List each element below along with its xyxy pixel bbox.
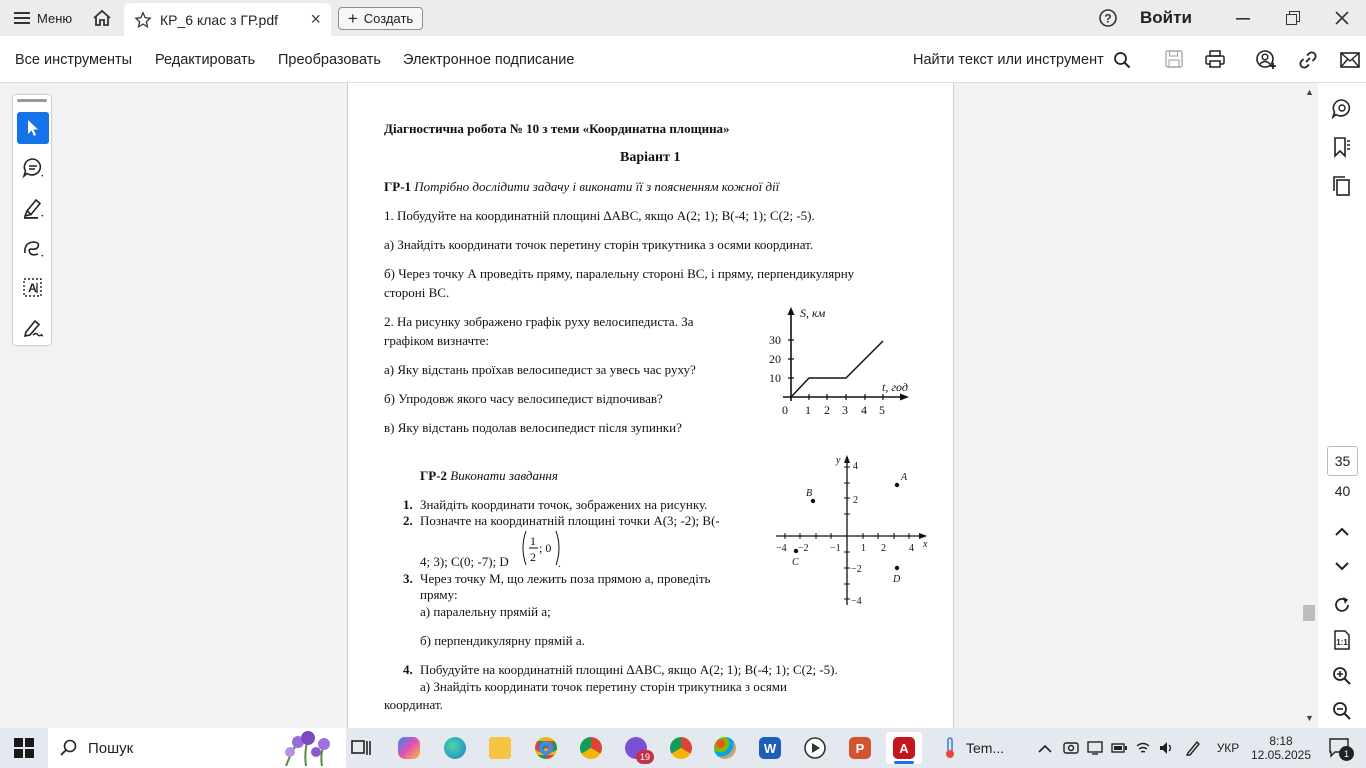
graph2-ytick-neg2: −2 [851, 564, 862, 575]
motion-graph [768, 301, 918, 421]
menu-edit[interactable]: Редактировать [155, 51, 256, 68]
bookmarks-button[interactable] [1330, 135, 1354, 159]
doc-title: Діагностична робота № 10 з теми «Координатна площина» [384, 121, 730, 136]
svg-text:?: ? [1104, 11, 1112, 26]
word-icon: W [759, 737, 781, 759]
graph1-xtick-2: 2 [824, 403, 830, 417]
print-button[interactable] [1205, 49, 1225, 69]
task3a-text: а) паралельну прямій а; [420, 604, 551, 619]
main-toolbar [0, 36, 1366, 83]
star-icon[interactable] [134, 11, 152, 29]
gr1-label: ГР-1 [384, 179, 412, 194]
mail-icon [1340, 52, 1360, 68]
graph2-x-label: x [923, 539, 928, 550]
minimize-button[interactable] [1236, 0, 1250, 36]
tray-pen-icon[interactable] [1181, 732, 1205, 764]
actual-size-button[interactable] [1331, 629, 1353, 651]
tray-overflow-button[interactable] [1033, 732, 1057, 764]
chrome-profile-icon [580, 737, 602, 759]
q1a-text: а) Знайдіть координати точок перетину сторін трикутника з осями координат. [384, 237, 814, 252]
task4-text: Побудуйте на координатній площині ∆АВС, якщо А(2; 1); В(-4; 1); С(2; -5). [420, 662, 838, 677]
save-button[interactable] [1164, 49, 1184, 69]
share-user-button[interactable] [1255, 49, 1277, 71]
task3-text-line2: пряму: [420, 587, 458, 602]
q2b-text: б) Упродовж якого часу велосипедист відпочивав? [384, 391, 663, 406]
tray-camera-icon[interactable] [1059, 732, 1083, 764]
title-bar [0, 0, 1366, 36]
volume-icon [1159, 741, 1175, 755]
graph2-xtick-1: 1 [861, 543, 866, 554]
find-tool-button[interactable] [913, 36, 1131, 83]
scroll-down-icon[interactable]: ▼ [1305, 713, 1314, 723]
weather-widget[interactable] [944, 732, 1028, 764]
chrome-alt-icon [670, 737, 692, 759]
display-icon [1087, 741, 1103, 755]
pages-icon [1331, 175, 1353, 197]
tray-wifi-icon[interactable] [1131, 732, 1155, 764]
right-sidebar [1318, 83, 1366, 728]
chevron-up-icon [1038, 744, 1052, 753]
edge-icon [444, 737, 466, 759]
webcam-icon [1063, 741, 1079, 755]
create-label: Создать [363, 11, 414, 26]
task1-number: 1. [403, 497, 413, 512]
close-tab-icon[interactable]: × [310, 9, 321, 29]
fraction-point-d [520, 529, 564, 571]
restore-icon [1286, 11, 1300, 25]
q1-text: 1. Побудуйте на координатній площині ∆АВС, якщо А(2; 1); В(-4; 1); С(2; -5). [384, 208, 815, 223]
acrobat-icon: A [893, 737, 915, 759]
wifi-icon [1135, 741, 1151, 755]
menu-convert[interactable]: Преобразовать [278, 51, 381, 68]
scroll-up-icon[interactable]: ▲ [1305, 87, 1314, 97]
select-tool[interactable] [17, 112, 49, 144]
notification-center-button[interactable] [1322, 732, 1358, 764]
signin-button[interactable]: Войти [1140, 8, 1192, 27]
save-icon [1165, 50, 1183, 68]
tray-volume-icon[interactable] [1155, 732, 1179, 764]
task3b-text: б) перпендикулярну прямій а. [420, 633, 585, 648]
file-explorer-app[interactable] [482, 732, 518, 764]
next-page-button[interactable] [1332, 556, 1352, 576]
link-button[interactable] [1297, 49, 1319, 71]
comments-panel-button[interactable] [1330, 97, 1354, 121]
clock-time: 8:18 [1269, 734, 1293, 748]
graph2-ytick-4: 4 [853, 461, 858, 472]
prev-page-button[interactable] [1332, 522, 1352, 542]
scroll-thumb[interactable] [1303, 605, 1315, 621]
link-icon [1298, 50, 1318, 70]
maximize-button[interactable] [1286, 0, 1300, 36]
graph2-point-a-label: A [901, 472, 908, 483]
active-app-indicator [894, 761, 914, 764]
pdf-page[interactable] [347, 83, 954, 728]
plus-icon: + [347, 8, 358, 28]
task4a-text-line1: а) Знайдіть координати точок перетину сторін трикутника з осями [420, 679, 787, 694]
chrome-icon [535, 737, 557, 759]
minimize-icon [1236, 11, 1250, 25]
taskbar-search-box[interactable] [48, 728, 346, 768]
cursor-icon [25, 119, 41, 137]
zoom-in-icon [1332, 666, 1352, 686]
clock[interactable] [1250, 731, 1312, 765]
menu-all-tools[interactable]: Все инструменты [15, 51, 133, 68]
graph2-xtick-4: 4 [909, 543, 914, 554]
home-icon [92, 9, 112, 27]
viber-app[interactable] [618, 732, 654, 764]
zoom-out-icon [1332, 701, 1352, 721]
svg-text:2: 2 [530, 550, 536, 564]
close-window-button[interactable] [1335, 0, 1349, 36]
task2-number: 2. [403, 513, 413, 528]
total-pages: 40 [1334, 483, 1351, 499]
graph2-point-a [895, 483, 899, 487]
graph2-y-arrow [844, 455, 850, 463]
powerpoint-icon: P [849, 737, 871, 759]
menu-button[interactable] [14, 0, 72, 36]
q2a-text: а) Яку відстань проїхав велосипедист за увесь час руху? [384, 362, 696, 377]
chevron-up-icon [1335, 527, 1349, 537]
email-button[interactable] [1339, 49, 1361, 71]
task3-number: 3. [403, 571, 413, 586]
menu-esign[interactable]: Электронное подписание [403, 51, 575, 68]
thermometer-icon [944, 737, 956, 759]
task4a-text-line2: координат. [384, 697, 443, 712]
task4-number: 4. [403, 662, 413, 677]
find-tool-label: Найти текст или инструмент [913, 51, 1104, 68]
svg-text:1: 1 [530, 534, 536, 548]
svg-text:A: A [28, 281, 37, 295]
graph2-point-c-label: C [792, 557, 799, 568]
graph2-xtick-neg2: −2 [798, 543, 809, 554]
bookmark-icon [1331, 136, 1353, 158]
document-scrollbar[interactable] [1302, 83, 1316, 728]
viber-badge: 19 [636, 750, 654, 764]
graph2-ytick-neg4: −4 [851, 596, 862, 607]
actual-size-icon [1332, 630, 1352, 650]
q2-text-line1: 2. На рисунку зображено графік руху велосипедиста. За [384, 314, 694, 329]
play-icon [804, 737, 826, 759]
taskbar-search-label: Пошук [88, 739, 134, 757]
chrome-app-1[interactable] [528, 732, 564, 764]
menu-label: Меню [37, 10, 73, 26]
doc-variant: Варіант 1 [620, 150, 681, 165]
flowers-decoration-icon [276, 730, 338, 766]
task-view-icon [351, 739, 371, 757]
graph2-xtick-neg1: −1 [830, 543, 841, 554]
sign-tool[interactable] [17, 312, 49, 344]
home-button[interactable] [92, 0, 112, 36]
comment-icon [22, 157, 44, 179]
hamburger-icon [14, 11, 30, 25]
search-icon [60, 739, 78, 757]
search-icon [1113, 51, 1131, 69]
tray-battery-icon[interactable] [1107, 732, 1131, 764]
chrome-app-3[interactable] [663, 732, 699, 764]
graph2-point-d-label: D [893, 574, 901, 585]
battery-icon [1111, 742, 1127, 754]
gr2-text: Виконати завдання [450, 468, 558, 483]
graph2-ytick-2: 2 [853, 495, 858, 506]
windows-logo-icon [14, 738, 34, 758]
graph2-point-b [811, 499, 815, 503]
document-tab[interactable] [124, 3, 331, 36]
gr2-heading [420, 468, 558, 484]
sign-icon [22, 317, 44, 339]
rotate-button[interactable] [1331, 594, 1353, 616]
pen-icon [1185, 740, 1201, 756]
panel-grip[interactable] [17, 99, 47, 102]
graph1-ytick-20: 20 [769, 352, 781, 366]
graph1-motion-line [791, 341, 883, 397]
graph2-y-label: y [836, 455, 841, 466]
graph1-ytick-30: 30 [769, 333, 781, 347]
help-icon [1098, 8, 1118, 28]
graph1-x-arrow [900, 394, 909, 401]
graph1-y-arrow [788, 307, 795, 315]
graph1-ytick-10: 10 [769, 371, 781, 385]
comment-panel-icon [1331, 98, 1353, 120]
copilot-app[interactable] [391, 732, 427, 764]
tray-display-icon[interactable] [1083, 732, 1107, 764]
q2c-text: в) Яку відстань подолав велосипедист після зупинки? [384, 420, 682, 435]
svg-text:; 0: ; 0 [539, 541, 552, 555]
chevron-down-icon [1335, 561, 1349, 571]
svg-text:1:1: 1:1 [1336, 638, 1348, 647]
graph1-xtick-1: 1 [805, 403, 811, 417]
task2-text-line2: 4; 3); С(0; -7); D [420, 554, 509, 569]
add-user-icon [1255, 49, 1277, 71]
text-box-tool[interactable] [17, 272, 49, 304]
draw-tool[interactable] [17, 232, 49, 264]
graph2-xtick-neg4: −4 [776, 543, 787, 554]
chrome-app-2[interactable] [573, 732, 609, 764]
gr2-label: ГР-2 [420, 468, 448, 483]
zoom-in-button[interactable] [1331, 665, 1353, 687]
graph2-point-c [794, 549, 798, 553]
freehand-icon [22, 237, 44, 259]
svg-text:.: . [558, 556, 561, 570]
gr1-heading [384, 179, 779, 195]
q1b-text-line1: б) Через точку А проведіть пряму, паралельну стороні ВС, і пряму, перпендикулярну [384, 266, 855, 281]
start-button[interactable] [6, 732, 42, 764]
powerpoint-app[interactable] [842, 732, 878, 764]
graph2-xtick-2: 2 [881, 543, 886, 554]
weather-text: Tem... [966, 740, 1005, 756]
pages-button[interactable] [1330, 174, 1354, 198]
graph2-point-b-label: B [806, 488, 813, 499]
task-view-button[interactable] [343, 732, 379, 764]
gr1-text: Потрібно дослідити задачу і виконати її з поясненням кожної дії [414, 179, 780, 194]
graph1-xtick-5: 5 [879, 403, 885, 417]
clock-date: 12.05.2025 [1250, 748, 1312, 762]
folder-icon [489, 737, 511, 759]
edge-app[interactable] [437, 732, 473, 764]
task1-text: Знайдіть координати точок, зображених на рисунку. [420, 497, 708, 512]
word-app[interactable] [752, 732, 788, 764]
q1b-text-line2: стороні ВС. [384, 285, 450, 300]
task2-text-line1: Позначте на координатній площині точки А(3; -2); В(- [420, 513, 720, 528]
graph1-xtick-0: 0 [782, 403, 788, 417]
copilot-icon [398, 737, 420, 759]
notification-badge: 1 [1339, 746, 1354, 761]
close-icon [1335, 11, 1349, 25]
language-indicator[interactable]: УКР [1216, 741, 1240, 755]
acrobat-app[interactable] [886, 732, 922, 764]
current-page-input[interactable]: 35 [1327, 446, 1358, 476]
text-box-icon [22, 277, 44, 299]
graph1-ylabel: S, км [800, 306, 826, 320]
quick-tools-panel [12, 94, 52, 346]
rotate-icon [1332, 595, 1352, 615]
highlight-tool[interactable] [17, 192, 49, 224]
printer-icon [1205, 50, 1225, 68]
comment-tool[interactable] [17, 152, 49, 184]
tab-title: КР_6 клас з ГР.pdf [160, 11, 279, 28]
highlighter-icon [22, 197, 44, 219]
create-button[interactable] [338, 7, 423, 30]
graph1-xtick-4: 4 [861, 403, 867, 417]
zoom-out-button[interactable] [1331, 700, 1353, 722]
palette-icon [714, 737, 736, 759]
q2-text-line2: графіком визначте: [384, 333, 490, 348]
windows-taskbar [0, 728, 1366, 768]
paint-app[interactable] [707, 732, 743, 764]
media-player-app[interactable] [797, 732, 833, 764]
graph1-xlabel: t, год [882, 380, 908, 394]
coordinate-plane [771, 451, 936, 611]
task3-text-line1: Через точку М, що лежить поза прямою а, проведіть [420, 571, 711, 586]
help-button[interactable] [1098, 0, 1118, 36]
graph2-point-d [895, 566, 899, 570]
graph1-xtick-3: 3 [842, 403, 848, 417]
